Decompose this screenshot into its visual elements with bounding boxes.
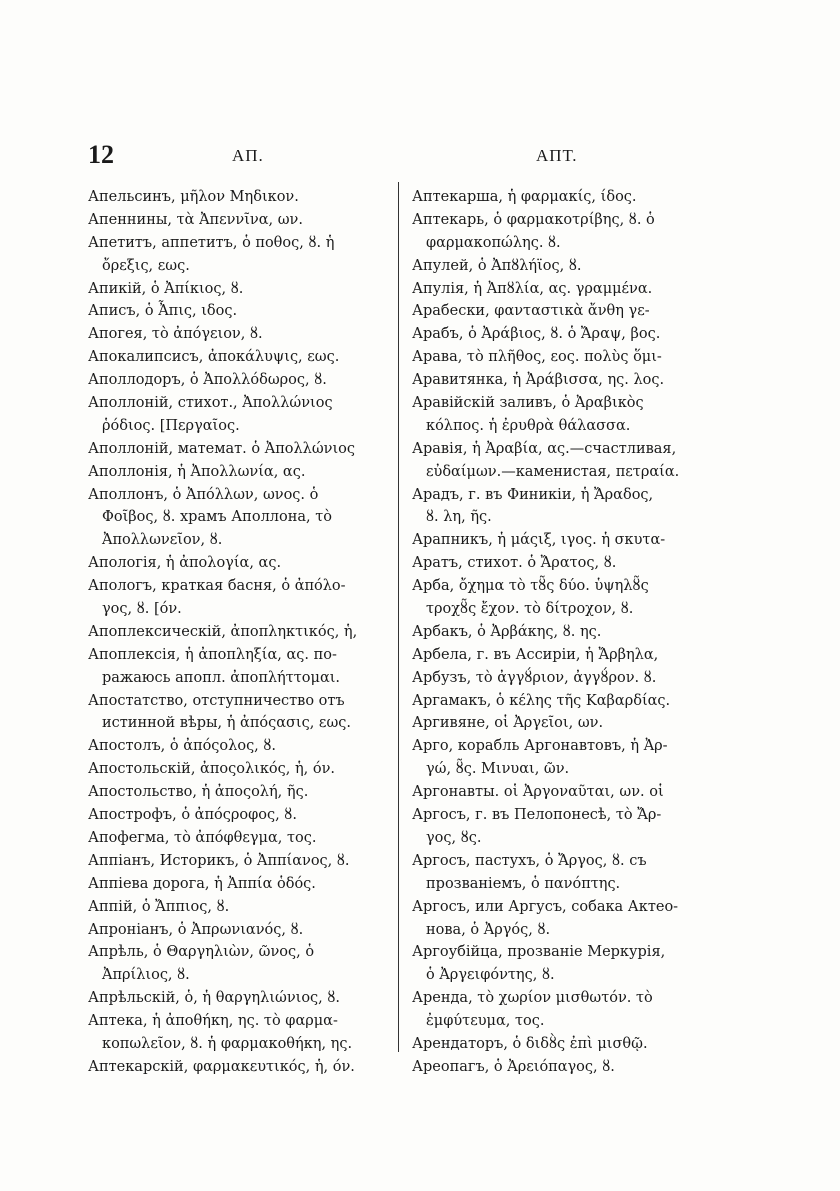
dictionary-line: Апрѣль, ὁ Θαργηλιὼν, ῶνος, ὁ: [88, 944, 315, 961]
dictionary-line: Апологія, ἡ ἀπολογία, ας.: [88, 555, 282, 572]
dictionary-line: Апостолъ, ὁ ἀπόςολος, ȣ.: [88, 738, 277, 755]
dictionary-line: ἐμφύτευμα, τος.: [426, 1013, 545, 1030]
dictionary-line: Аргамакъ, ὁ κέλης τῆς Καβαρδίας.: [412, 692, 671, 709]
dictionary-line: Апельсинъ, μῆλον Μηδικον.: [88, 189, 299, 205]
dictionary-line: Арго, корабль Аргонавтовъ, ἡ Ἀρ-: [412, 738, 668, 755]
dictionary-line: Арадъ, г. въ Финикіи, ἡ Ἄραδος,: [412, 486, 654, 503]
dictionary-line: Арбакъ, ὁ Ἀρβάκης, ȣ. ης.: [412, 623, 602, 640]
dictionary-line: Ареопагъ, ὁ Ἀρειόπαγος, ȣ.: [412, 1058, 615, 1075]
dictionary-line: ῥόδιος. [Περγαῖος.: [102, 417, 240, 434]
dictionary-line: Φοῖβος, ȣ. храмъ Аполлона, τὸ: [102, 509, 333, 526]
dictionary-line: Арендаторъ, ὁ διδȣ̀ς ἐπὶ μισθῷ.: [412, 1035, 648, 1052]
dictionary-line: Арба, ὄχημα τὸ τȣ̃ς δύο. ὑψηλȣ̃ς: [412, 578, 649, 595]
dictionary-line: Апокалипсисъ, ἀποκάλυψις, εως.: [88, 349, 340, 366]
dictionary-line: Апоплексическій, ἀποπληκτικός, ἡ,: [88, 623, 358, 640]
dictionary-line: Аппій, ὁ Ἄππιος, ȣ.: [88, 898, 230, 915]
dictionary-line: Аппіанъ, Историкъ, ὁ Ἀππίανος, ȣ.: [88, 852, 350, 869]
dictionary-line: εὐδαίμων.—каменистая, πετραία.: [426, 463, 680, 480]
dictionary-line: Апологъ, краткая басня, ὁ ἀπόλο-: [88, 578, 346, 595]
dictionary-line: прозваніемъ, ὁ πανόπτης.: [426, 875, 621, 892]
dictionary-line: Аполлоній, стихот., Ἀπολλώνιος: [88, 395, 333, 412]
dictionary-line: Арбузъ, τὸ ἀγγȣ́ριον, ἀγγȣ́ρον. ȣ.: [412, 669, 657, 686]
left-column: [88, 186, 388, 1079]
dictionary-line: Апетитъ, аппетитъ, ὁ ποθος, ȣ. ἡ: [88, 234, 335, 251]
dictionary-line: Апогея, τὸ ἀπόγειον, ȣ.: [88, 326, 263, 343]
dictionary-line: Аполлодоръ, ὁ Ἀπολλόδωρος, ȣ.: [88, 372, 327, 389]
dictionary-line: Аполлоній, математ. ὁ Ἀπολλώνιος: [88, 440, 356, 457]
dictionary-line: κοπωλεῖον, ȣ. ἡ φαρμακοθήκη, ης.: [102, 1035, 353, 1052]
dictionary-line: Апикій, ὁ Ἀπίκιος, ȣ.: [88, 280, 244, 297]
dictionary-line: Аргоубійца, прозваніе Меркурія,: [412, 944, 666, 961]
dictionary-line: ражаюсь апопл. ἀποπλήττομαι.: [102, 669, 341, 686]
dictionary-line: Арбела, г. въ Ассиріи, ἡ Ἄρβηλα,: [412, 646, 659, 663]
dictionary-line: Аргосъ, г. въ Пелопонесѣ, τὸ Ἄρ-: [412, 807, 662, 824]
dictionary-line: Апоплексія, ἡ ἀποπληξία, ας. по-: [88, 646, 337, 663]
dictionary-line: Аренда, τὸ χωρίον μισθωτόν. τὸ: [412, 990, 653, 1007]
dictionary-line: Арабески, φανταστικὰ ἄνθη γε-: [412, 303, 650, 320]
dictionary-line: Апеннины, τὰ Ἀπεννῖνα, ων.: [88, 211, 303, 228]
dictionary-line: Апостольскій, ἀποςολικός, ἡ, όν.: [88, 761, 336, 778]
dictionary-line: Апроніанъ, ὁ Ἀπρωνιανός, ȣ.: [88, 921, 304, 938]
dictionary-line: Апофегма, τὸ ἀπόφθεγμα, τος.: [88, 829, 317, 846]
dictionary-line: истинной вѣры, ἡ ἀπόςασις, εως.: [102, 715, 351, 732]
dictionary-line: Аппіева дорога, ἡ Ἀππία ὁδός.: [88, 875, 316, 892]
dictionary-line: Арава, τὸ πλῆθος, εος. πολὺς ὅμι-: [412, 349, 662, 366]
dictionary-line: ὄρεξις, εως.: [102, 257, 190, 274]
dictionary-line: Апулей, ὁ Ἀπȣλήϊος, ȣ.: [412, 257, 582, 274]
dictionary-line: Аптекарскій, φαρμακευτικός, ἡ, όν.: [88, 1058, 355, 1075]
dictionary-line: Аполлонія, ἡ Ἀπολλωνία, ας.: [88, 463, 306, 480]
dictionary-line: Апостольство, ἡ ἀποςολή, ῆς.: [88, 784, 309, 801]
right-column: [412, 186, 712, 1079]
page-number: 12: [88, 140, 114, 169]
dictionary-line: τροχȣ̃ς ἔχον. τὸ δίτροχον, ȣ.: [426, 601, 634, 618]
dictionary-line: Аптекарь, ὁ φαρμακοτρίβης, ȣ. ὁ: [412, 211, 655, 228]
dictionary-line: Арапникъ, ἡ μάςιξ, ιγος. ἡ σκυτα-: [412, 532, 666, 549]
dictionary-line: Арабъ, ὁ Ἀράβιος, ȣ. ὁ Ἄραψ, βος.: [412, 326, 661, 343]
dictionary-line: φαρμακοπώλης. ȣ.: [426, 234, 561, 251]
running-header-left: АП.: [232, 146, 264, 165]
dictionary-line: Апрѣльскій, ὁ, ἡ θαργηλιώνιος, ȣ.: [88, 990, 341, 1007]
dictionary-line: γος, ȣς.: [426, 829, 482, 846]
dictionary-line: ȣ. λη, ῆς.: [426, 509, 492, 526]
dictionary-line: Аравитянка, ἡ Ἀράβισσα, ης. λος.: [412, 372, 665, 389]
dictionary-line: Апострофъ, ὁ ἀπόςροφος, ȣ.: [88, 807, 297, 824]
dictionary-line: Аравія, ἡ Ἀραβία, ας.—счастливая,: [412, 440, 677, 457]
dictionary-line: Аргосъ, или Аргусъ, собака Актео-: [412, 898, 679, 915]
dictionary-line: Аполлонъ, ὁ Ἀπόλλων, ωνος. ὁ: [88, 486, 319, 503]
dictionary-line: γώ, ȣ̃ς. Μινυαι, ῶν.: [426, 761, 570, 778]
dictionary-line: Апостатство, отступничество отъ: [88, 692, 345, 709]
dictionary-line: Апулія, ἡ Ἀπȣλία, ας. γραμμένα.: [412, 280, 653, 297]
dictionary-line: нова, ὁ Ἀργός, ȣ.: [426, 921, 551, 938]
column-divider: [398, 182, 399, 1052]
dictionary-line: Аптека, ἡ ἀποθήκη, ης. τὸ φαρμα-: [88, 1013, 338, 1030]
dictionary-line: Аписъ, ὁ Ἆπις, ιδος.: [88, 303, 238, 320]
dictionary-line: Аравійскій заливъ, ὁ Ἀραβικὸς: [412, 395, 644, 412]
running-header-right: АПТ.: [536, 146, 578, 165]
dictionary-line: Аргонавты. οἱ Ἀργοναῦται, ων. οἱ: [412, 784, 664, 801]
dictionary-line: κόλπος. ἡ ἐρυθρὰ θάλασσα.: [426, 417, 631, 434]
dictionary-line: Ἀπρίλιος, ȣ.: [102, 967, 190, 984]
dictionary-line: Аптекарша, ἡ φαρμακίς, ίδος.: [412, 189, 637, 205]
dictionary-line: Аратъ, стихот. ὁ Ἄρατος, ȣ.: [412, 555, 617, 572]
dictionary-line: Аргивяне, οἱ Ἀργεῖοι, ων.: [412, 715, 604, 732]
dictionary-line: Ἀπολλωνεῖον, ȣ.: [102, 532, 223, 549]
dictionary-line: γος, ȣ. [όν.: [102, 601, 182, 618]
dictionary-line: ὁ Ἀργειφόντης, ȣ.: [426, 967, 555, 984]
dictionary-line: Аргосъ, пастухъ, ὁ Ἄργος, ȣ. съ: [412, 852, 647, 869]
